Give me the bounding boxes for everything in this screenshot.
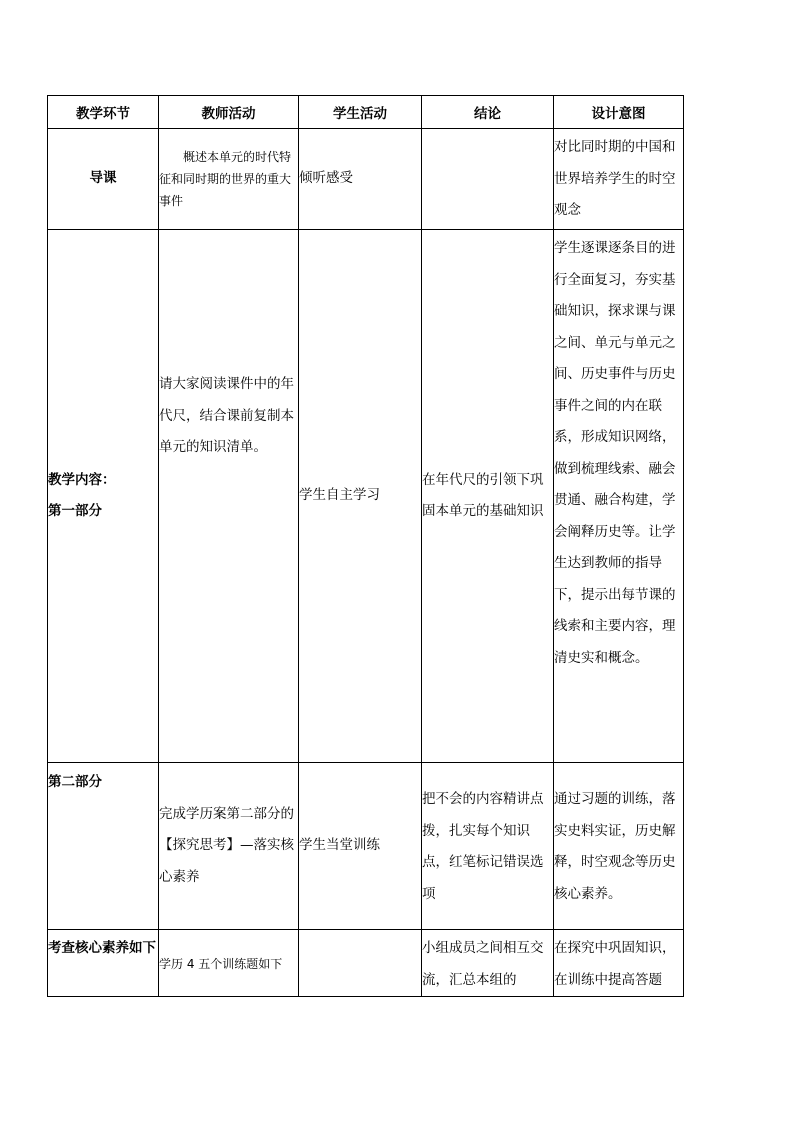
design-intent-cell: 通过习题的训练，落实史料实证，历史解释，时空观念等历史核心素养。: [554, 763, 684, 930]
design-intent-cell: 在探究中巩固知识，在训练中提高答题: [554, 930, 684, 997]
header-design-intent: 设计意图: [554, 96, 684, 129]
conclusion-cell: [422, 129, 554, 230]
lesson-plan-table: [47, 95, 684, 997]
student-activity-cell: 学生自主学习: [299, 230, 422, 763]
table-row: [48, 763, 684, 930]
conclusion-cell: 小组成员之间相互交流，汇总本组的: [422, 930, 554, 997]
conclusion-cell: 把不会的内容精讲点拨，扎实每个知识点，红笔标记错误选项: [422, 763, 554, 930]
student-activity-cell: 学生当堂训练: [299, 763, 422, 930]
table-row: [48, 230, 684, 763]
table-row: [48, 129, 684, 230]
stage-cell: 导课: [48, 129, 159, 230]
design-intent-cell: 对比同时期的中国和世界培养学生的时空观念: [554, 129, 684, 230]
header-student-activity: 学生活动: [299, 96, 422, 129]
table-row: [48, 930, 684, 997]
teacher-activity-cell: 学历 4 五个训练题如下: [159, 930, 299, 997]
design-intent-cell: 学生逐课逐条目的进行全面复习，夯实基础知识，探求课与课之间、单元与单元之间、历史事件与历史事件之间的内在联系，形成知识网络，做到梳理线索、融会贯通、融合构建，学会阐释历史等。让学生达到教师的指导下，提示出每节课的线索和主要内容，理清史实和概念。: [554, 230, 684, 763]
student-activity-cell: [299, 930, 422, 997]
stage-cell: 第二部分: [48, 763, 159, 930]
header-stage: 教学环节: [48, 96, 159, 129]
stage-line: 第一部分: [48, 503, 102, 519]
header-row: [48, 96, 684, 129]
stage-cell: 考查核心素养如下: [48, 930, 159, 997]
teacher-activity-cell: 完成学历案第二部分的【探究思考】—落实核心素养: [159, 763, 299, 930]
conclusion-cell: 在年代尺的引领下巩固本单元的基础知识: [422, 230, 554, 763]
stage-line: 教学内容：: [48, 471, 116, 488]
header-teacher-activity: 教师活动: [159, 96, 299, 129]
header-conclusion: 结论: [422, 96, 554, 129]
stage-cell: [48, 230, 159, 763]
teacher-activity-cell: 概述本单元的时代特征和同时期的世界的重大事件: [159, 129, 299, 230]
student-activity-cell: 倾听感受: [299, 129, 422, 230]
teacher-activity-cell: 请大家阅读课件中的年代尺，结合课前复制本单元的知识清单。: [159, 230, 299, 763]
